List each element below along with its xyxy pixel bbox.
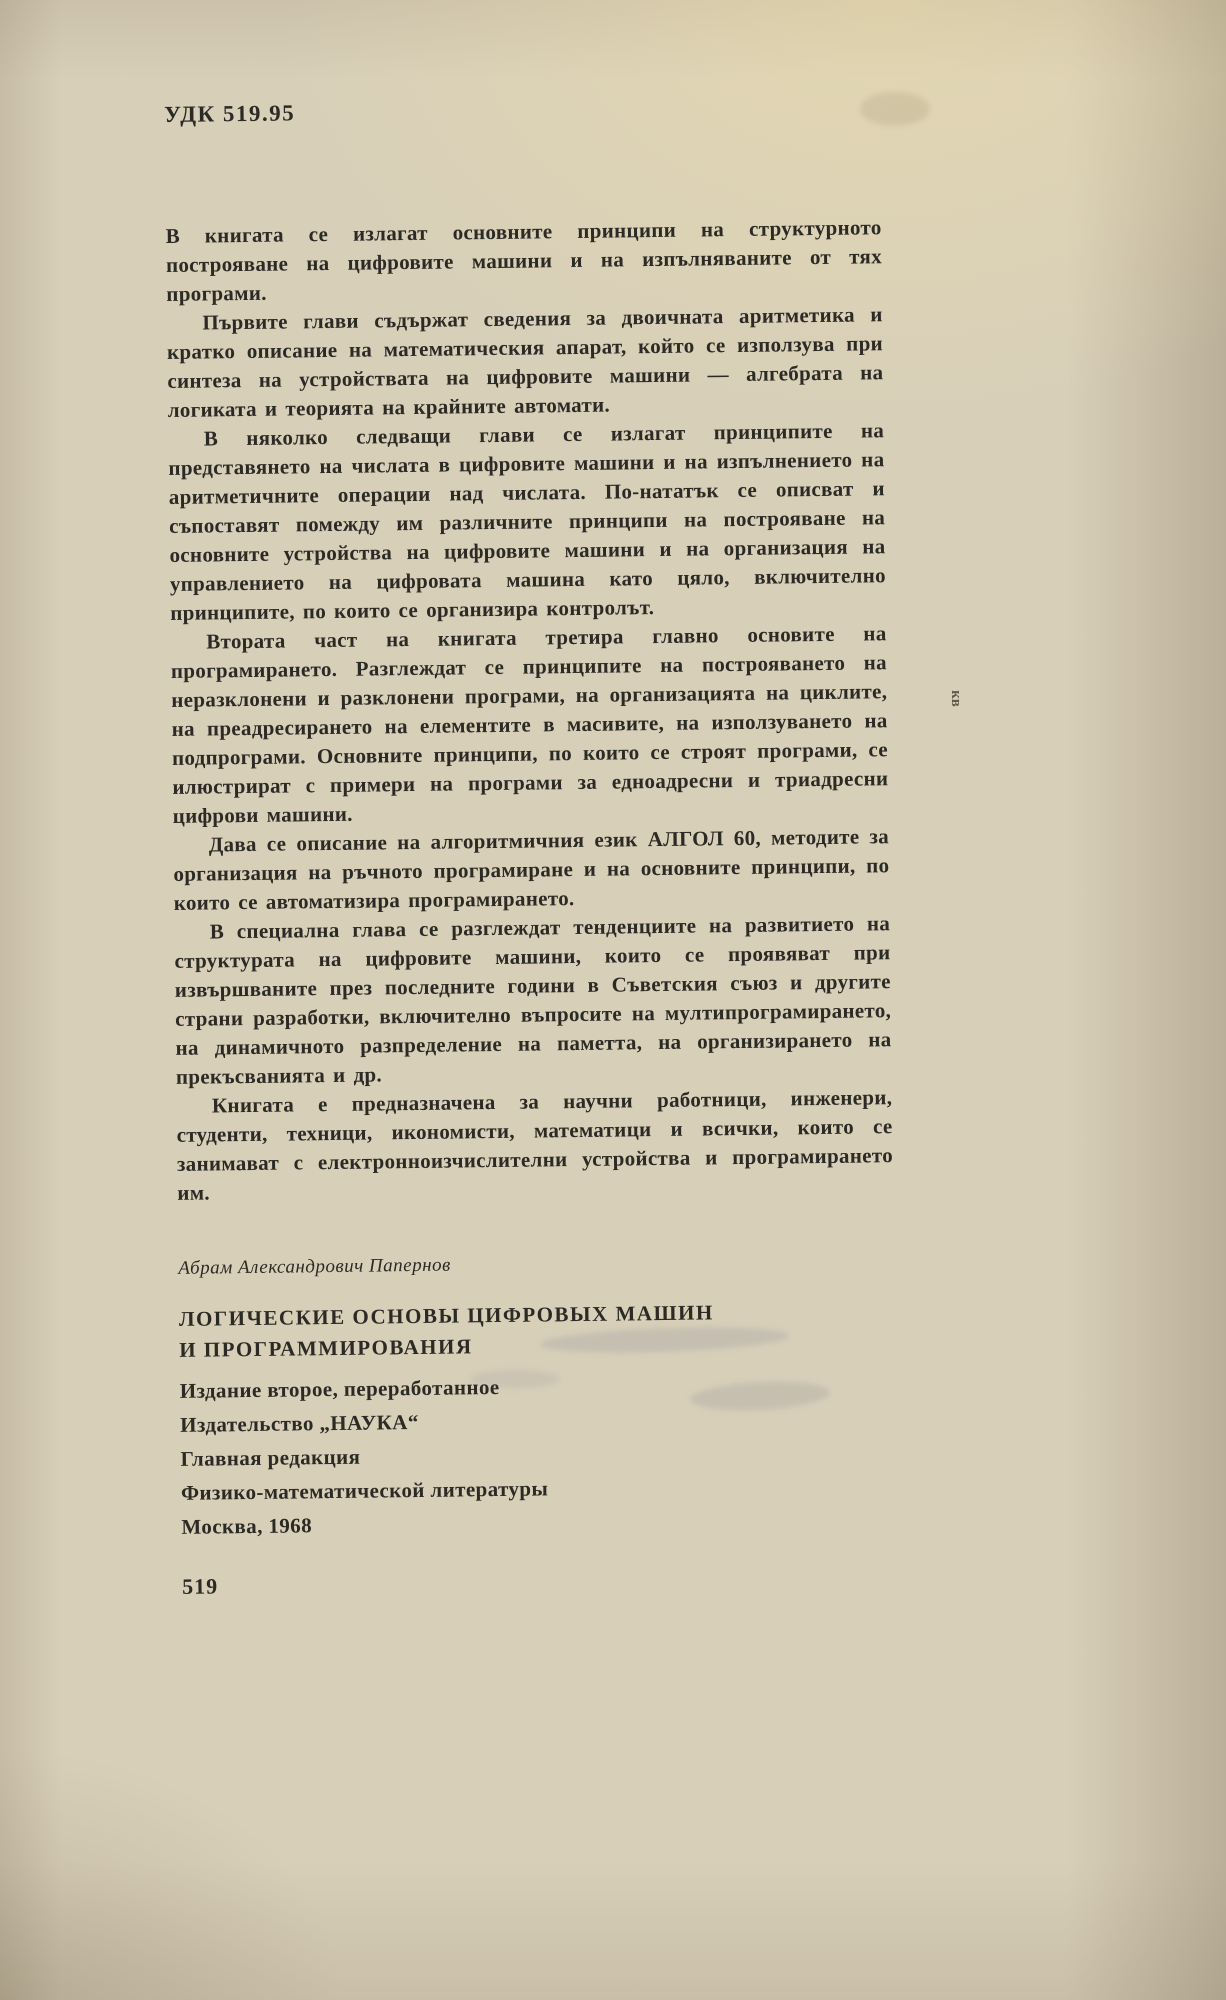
imprint-redaction-line: Физико-математической литературы: [180, 1476, 549, 1505]
imprint-redaction-line: Главная редакция: [180, 1444, 361, 1471]
page-number: 519: [181, 1573, 219, 1599]
imprint-block: [178, 1249, 897, 1540]
imprint-edition: Издание второе, переработанное: [179, 1374, 500, 1403]
annotation-paragraph: Първите глави съдържат сведения за двоичната аритметика и кратко описание на математическия апарат, който се използува при синтеза на устройствата на цифровите машини — алгебрата на логиката и теорията на крайните автомати.: [166, 302, 884, 422]
annotation-paragraph: Дава се описание на алгоритмичния език АЛГОЛ 60, методите за организация на ръчното програмиране и на основните принципи, по които се автоматизира програмирането.: [173, 824, 890, 915]
udk-classification: УДК 519.95: [164, 100, 296, 127]
imprint-title-line: ЛОГИЧЕСКИЕ ОСНОВЫ ЦИФРОВЫХ МАШИН: [178, 1300, 714, 1331]
annotation-paragraph: В специална глава се разглеждат тенденциите на развитието на структурата на цифровите машини, които се проявяват при извършваните през последните години в Съветския съюз и другите страни разработки, включително въпросите на мултипрограмирането, на динамичното разпределение на паметта, на организирането на прекъсванията и др.: [174, 911, 892, 1089]
annotation-paragraph: В няколко следващи глави се излагат принципите на представянето на числата в цифровите машини и на изпълнението на аритметичните операции над числата. По-нататък се описват и съпоставят помежду им различните принципи на построяване на основните устройства на цифровите машини и на организация на управлението на цифровата машина като цяло, включително принципите, по които се организира контролът.: [168, 418, 886, 625]
margin-mark: кв: [948, 690, 965, 707]
annotation-paragraph: Втората част на книгата третира главно основите на програмирането. Разглеждат се принципите на построяването на неразклонени и разклонени програми, на организацията на циклите, на преадресирането на елементите в масивите, на използуването на подпрограми. Основните принципи, по които се строят програми, се илюстрират с примери на програми за едноадресни и триадресни цифрови машини.: [170, 621, 889, 828]
page-content: [164, 93, 898, 1600]
annotation-paragraph: В книгата се излагат основните принципи на структурното построяване на цифровите машини и на изпълняваните от тях програми.: [165, 215, 883, 306]
imprint-author: Абрам Александрович Папернов: [178, 1254, 451, 1279]
imprint-publisher: Издательство „НАУКА“: [180, 1409, 419, 1437]
imprint-title-line: И ПРОГРАММИРОВАНИЯ: [179, 1334, 473, 1362]
annotation-paragraph: Книгата е предназначена за научни работници, инженери, студенти, техници, икономисти, математици и всички, които се занимават с електронноизчислителни устройства и програмирането им.: [176, 1085, 894, 1205]
annotation-block: [165, 213, 893, 1208]
imprint-place-year: Москва, 1968: [181, 1513, 313, 1539]
